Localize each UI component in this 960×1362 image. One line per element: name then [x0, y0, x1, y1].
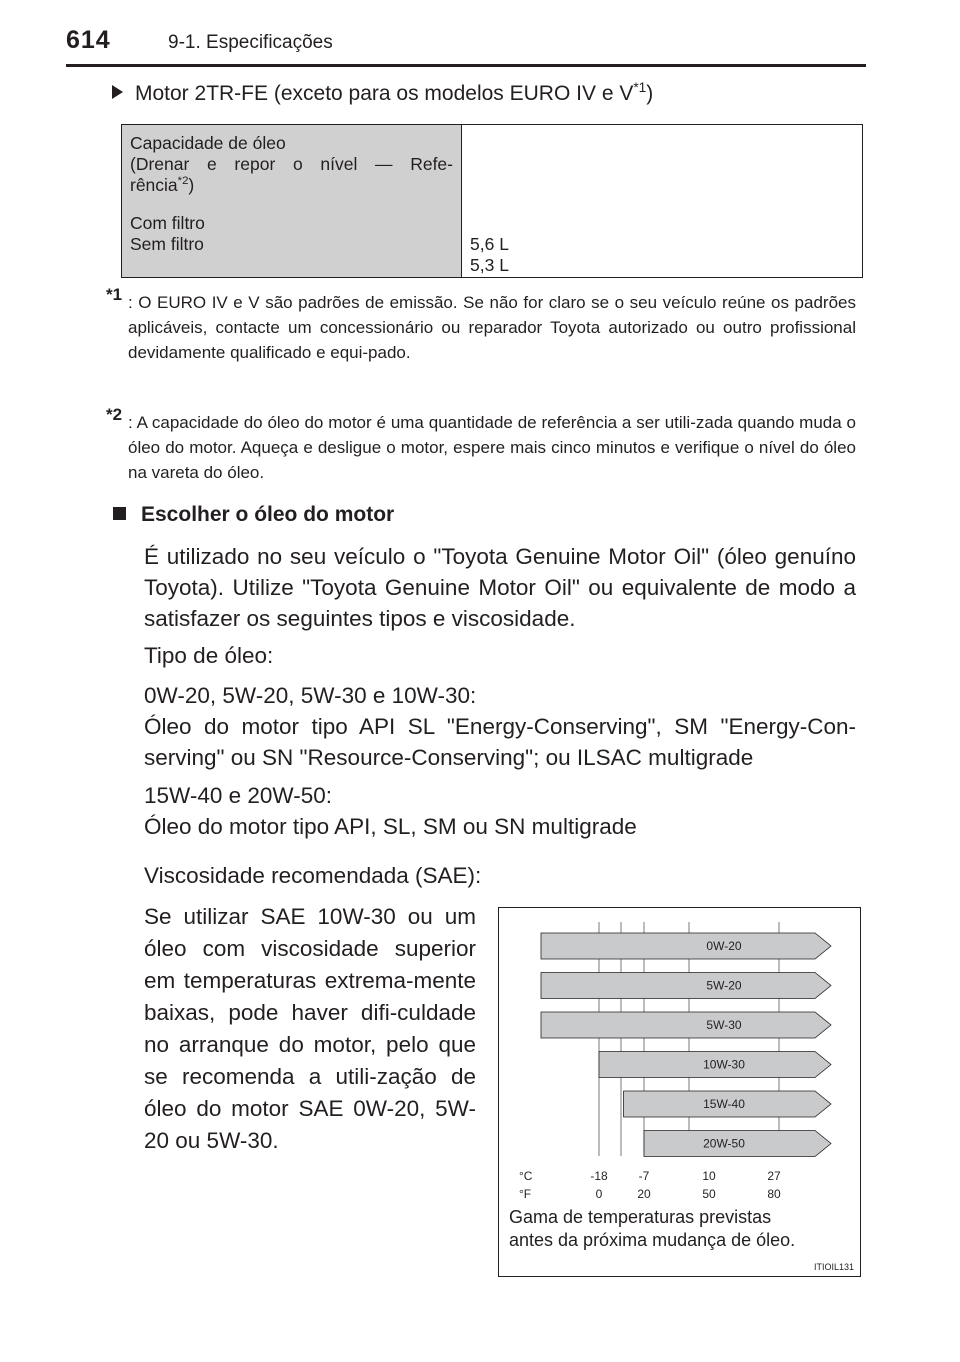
- table-row-value: 5,6 L: [470, 234, 509, 254]
- arrow-icon: [112, 85, 123, 99]
- table-row-label: Sem filtro: [130, 234, 204, 254]
- bar-label: 5W-20: [706, 978, 742, 993]
- figure-code: ITIOIL131: [813, 1262, 854, 1272]
- table-heading-close: ): [188, 175, 195, 195]
- table-heading-line: Capacidade de óleo: [130, 133, 286, 153]
- bar-label: 5W-30: [706, 1018, 742, 1032]
- oil-description: Óleo do motor tipo API, SL, SM ou SN multigrade: [144, 814, 637, 839]
- footnote-ref: *2: [177, 175, 189, 188]
- table-heading-text: rência: [130, 175, 178, 195]
- footnote: [106, 405, 856, 485]
- viscosity-figure: [498, 907, 861, 1277]
- oil-type-1: [144, 680, 856, 773]
- bar-label: 20W-50: [703, 1136, 745, 1151]
- footnote-text: : A capacidade do óleo do motor é uma quantidade de referência a ser utili-zada quando muda o óleo do motor. Aqueça e desligue o motor, espere mais cinco minutos e verifique o nível do óleo na vareta do óleo.: [128, 413, 856, 482]
- table-heading-line: [130, 175, 453, 196]
- tick-label-fahrenheit: 20: [637, 1187, 651, 1198]
- page-number: 614: [66, 26, 111, 54]
- tick-label-celsius: 10: [702, 1169, 716, 1183]
- figure-caption-line: Gama de temperaturas previstas: [509, 1207, 772, 1227]
- figure-caption-line: antes da próxima mudança de óleo.: [509, 1230, 796, 1250]
- tick-label-celsius: -18: [590, 1169, 608, 1183]
- motor-heading: [112, 82, 653, 106]
- oil-section-heading: [113, 503, 394, 527]
- header-rule: [66, 64, 866, 67]
- table-value-column: [462, 125, 862, 277]
- section-title: 9-1. Especificações: [168, 32, 333, 53]
- footnote-mark: *1: [106, 285, 123, 304]
- range-bar: [541, 973, 831, 999]
- bar-label: 10W-30: [703, 1057, 745, 1072]
- oil-description: Óleo do motor tipo API SL "Energy-Conserving", SM "Energy-Con-serving" ou SN "Resource-Conserving"; ou ILSAC multigrade: [144, 714, 856, 770]
- viscosity-advice: Se utilizar SAE 10W-30 ou um óleo com viscosidade superior em temperaturas extrema-mente baixas, pode haver difi-culdade no arranque do motor, pelo que se recomenda a utili-zação de óleo do motor SAE 0W-20, 5W-20 ou 5W-30.: [144, 904, 476, 1153]
- footnote-mark: *2: [106, 405, 123, 424]
- motor-heading-close: ): [646, 82, 654, 105]
- bar-label: 15W-40: [703, 1097, 745, 1111]
- axis-unit-fahrenheit: °F: [519, 1187, 532, 1198]
- range-bar: [541, 1012, 831, 1038]
- square-bullet-icon: [113, 507, 126, 520]
- oil-section-heading-text: Escolher o óleo do motor: [141, 503, 395, 526]
- tick-label-celsius: 27: [767, 1169, 781, 1183]
- oil-grades: 15W-40 e 20W-50:: [144, 783, 333, 808]
- tick-label-fahrenheit: 50: [702, 1187, 716, 1198]
- oil-type-2: [144, 780, 856, 842]
- table-label-column: [122, 125, 462, 277]
- table-heading-line: (Drenar e repor o nível — Refe-: [130, 154, 453, 174]
- table-row-value: 5,3 L: [470, 255, 509, 275]
- footnote-text: : O EURO IV e V são padrões de emissão. Se não for claro se o seu veículo reúne os padrões aplicáveis, contacte um concessionário ou reparador Toyota autorizado ou outro profissional devidamente qualificado e equi-pado.: [128, 293, 856, 362]
- bar-label: 0W-20: [706, 939, 742, 953]
- tick-label-fahrenheit: 0: [595, 1187, 603, 1198]
- oil-type-label: Tipo de óleo:: [144, 643, 274, 668]
- motor-heading-text: Motor 2TR-FE (exceto para os modelos EURO IV e V: [135, 82, 634, 105]
- tick-label-fahrenheit: 80: [767, 1187, 781, 1198]
- figure-caption: [509, 1206, 795, 1252]
- tick-label-celsius: -7: [638, 1169, 650, 1183]
- range-bar: [541, 933, 831, 959]
- oil-capacity-table: [121, 124, 863, 278]
- footnote: [106, 285, 856, 365]
- viscosity-label: Viscosidade recomendada (SAE):: [144, 863, 482, 888]
- oil-intro-paragraph: É utilizado no seu veículo o "Toyota Genuine Motor Oil" (óleo genuíno Toyota). Utilize "Toyota Genuine Motor Oil" ou equivalente de modo a satisfazer os seguintes tipos e viscosidade.: [144, 544, 856, 631]
- axis-unit-celsius: °C: [519, 1169, 533, 1183]
- oil-grades: 0W-20, 5W-20, 5W-30 e 10W-30:: [144, 683, 477, 708]
- viscosity-chart: [499, 908, 860, 1198]
- footnote-ref: *1: [633, 80, 647, 95]
- table-row-label: Com filtro: [130, 213, 205, 233]
